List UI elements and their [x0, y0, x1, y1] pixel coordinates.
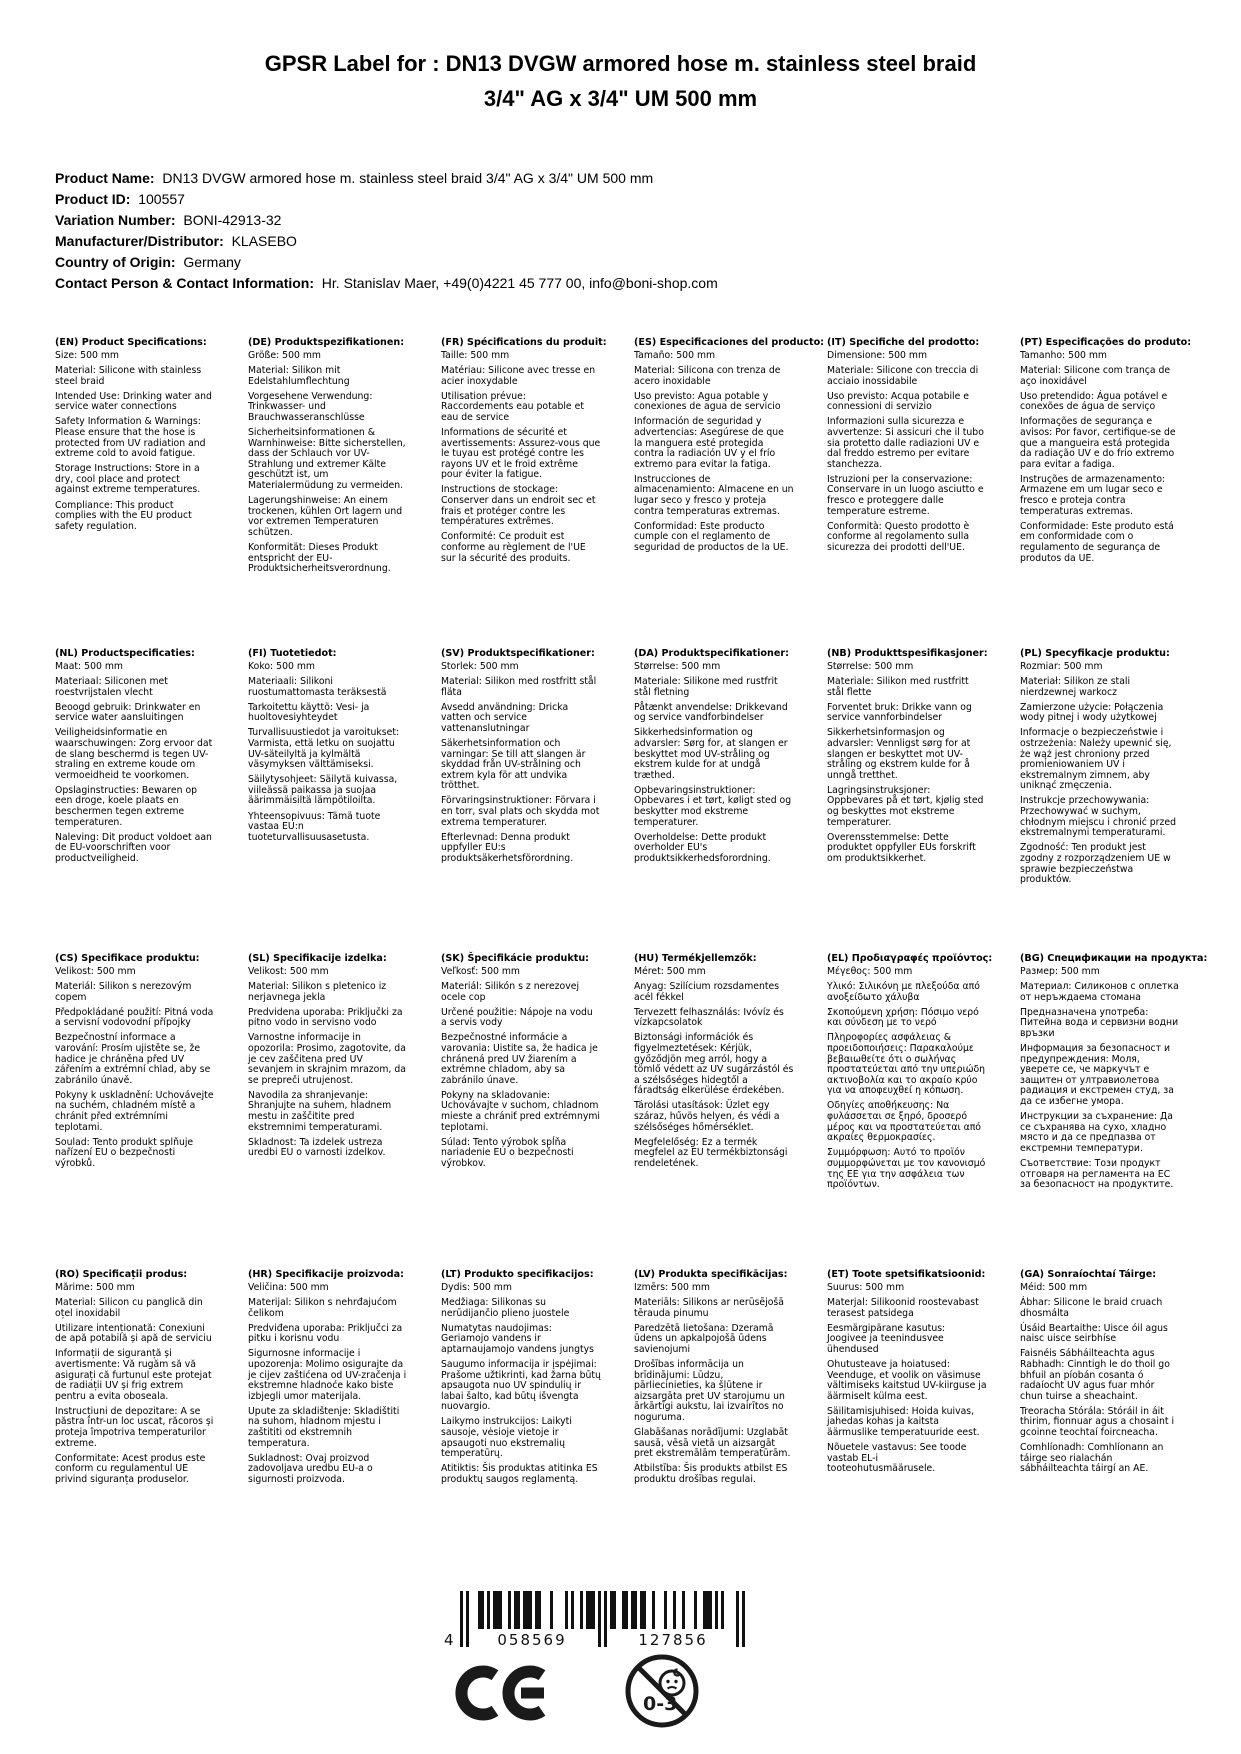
spec-cell-el [827, 953, 993, 1270]
spec-paragraph: Informacje o bezpieczeństwie i ostrzeżenia: Należy upewnić się, że wąż jest chroniony przed promieniowaniem UV i ekstremalnym zimnem, aby uniknąć zmęczenia. [1020, 727, 1172, 792]
spec-cell-pt [1020, 337, 1192, 649]
spec-title: (LV) Produkta specifikācijas: [634, 1269, 788, 1280]
spec-paragraph: Material: Silikon mit Edelstahlumflechtung [248, 365, 350, 387]
page-title-line2: 3/4" AG x 3/4" UM 500 mm [483, 86, 758, 111]
spec-paragraph: Материал: Силиконов с оплетка от неръждаема стомана [1020, 981, 1179, 1003]
spec-paragraph: Veličina: 500 mm [248, 1281, 329, 1293]
spec-paragraph: Utilizare intenționată: Conexiuni de apă potabilă și apă de serviciu [55, 1322, 212, 1345]
barcode-bar [703, 1591, 706, 1629]
spec-cell-hu [634, 954, 794, 1270]
spec-title: (HU) Termékjellemzők: [634, 953, 757, 964]
spec-paragraph: Πληροφορίες ασφάλειας & προειδοποιήσεις: Παρακαλούμε βεβαιωθείτε ότι ο σωλήνας προστατεύεται από την υπεριώδη ακτινοβολία και το ακραίο κρύο για να αποφευχθεί η κόπωση. [827, 1032, 986, 1097]
spec-paragraph: Safety Information & Warnings: Please ensure that the hose is protected from UV radiation and extreme cold to avoid fatigue. [55, 416, 206, 460]
spec-title: (HR) Specifikacije proizvoda: [248, 1269, 404, 1280]
barcode-bar [529, 1591, 532, 1629]
barcode-bar [481, 1591, 484, 1629]
spec-cell-nl [55, 649, 215, 954]
barcode-bar [496, 1591, 499, 1629]
spec-paragraph: Anyag: Szilícium rozsdamentes acél fékkel [634, 981, 780, 1003]
spec-paragraph: Drošības informācija un brīdinājumi: Lūdzu, pārliecinieties, ka šļūtene ir aizsargāta pret UV starojumu un ārkārtīgi aukstu, lai izvairītos no noguruma. [634, 1358, 785, 1423]
spec-paragraph: Opslaginstructies: Bewaren op een droge, koele plaats en beschermen tegen extreme temperaturen. [55, 784, 198, 828]
barcode-bar [604, 1591, 607, 1647]
barcode-bar [742, 1591, 745, 1647]
spec-title: (RO) Specificații produs: [55, 1269, 188, 1280]
spec-paragraph: Sikkerhedsinformation og advarsler: Sørg for, at slangen er beskyttet mod UV-stråling og ekstrem kulde for at undgå træthed. [634, 727, 788, 781]
spec-paragraph: Paredzētā lietošana: Dzeramā ūdens un apkalpojošā ūdens savienojumi [634, 1322, 774, 1355]
spec-paragraph: Informazioni sulla sicurezza e avvertenze: Si assicuri che il tubo sia protetto dalle radiazioni UV e dal freddo estremo per evitare stanchezza. [827, 416, 984, 470]
spec-paragraph: Biztonsági információk és figyelmeztetések: Kérjük, győződjön meg arról, hogy a tömlő védett az UV sugárzástól és a szélsőséges hidegtől a fáradtság elkerülése érdekében. [634, 1032, 794, 1097]
spec-cell-hr [248, 1270, 408, 1490]
spec-paragraph: Informații de siguranță și avertismente: Vă rugăm să vă asigurați că furtunul este protejat de radiații UV și frig extrem pentru a evita oboseala. [55, 1348, 212, 1402]
spec-paragraph: Overholdelse: Dette produkt overholder EU's produktsikkerhedsforordning. [634, 831, 771, 864]
spec-paragraph: Instrukcje przechowywania: Przechowywać w suchym, chłodnym miejscu i chronić przed ekstremalnymi temperaturami. [1020, 795, 1176, 839]
barcode-bar [652, 1591, 655, 1629]
spec-paragraph: Faisnéis Sábháilteachta agus Rabhadh: Cinntigh le do thoil go bhfuil an píobán cosanta ó radaíocht UV agus fuar mhór chun tuirse a sheachaint. [1020, 1348, 1170, 1402]
spec-paragraph: Materiale: Silicone con treccia di acciaio inossidabile [827, 365, 979, 387]
spec-paragraph: Materiał: Silikon ze stali nierdzewnej warkocz [1020, 676, 1131, 698]
spec-paragraph: Treoracha Stórála: Stóráil in áit thirim, fionnuar agus a chosaint i gcoinne teochtaí foircneacha. [1020, 1405, 1175, 1439]
spec-paragraph: Sukladnost: Ovaj proizvod zadovoljava uredbu EU-a o sigurnosti proizvoda. [248, 1452, 373, 1485]
spec-paragraph: Taille: 500 mm [441, 349, 510, 361]
spec-paragraph: Istruzioni per la conservazione: Conservare in un luogo asciutto e fresco e proteggere dalle temperature estreme. [827, 473, 984, 517]
page-title-line1: GPSR Label for : DN13 DVGW armored hose m. stainless steel braid [264, 51, 977, 76]
spec-paragraph: Lagringsinstruksjoner: Oppbevares på et tørt, kjølig sted og beskyttes mot ekstreme temperaturer. [827, 784, 984, 828]
spec-cell-sv [441, 649, 601, 954]
spec-cell-da [634, 649, 794, 954]
barcode-bar [589, 1591, 592, 1629]
spec-cell-de [248, 338, 408, 649]
info-value: Germany [183, 254, 241, 270]
spec-cell-pl [1020, 649, 1180, 954]
spec-title: (FI) Tuotetiedot: [248, 648, 337, 659]
spec-paragraph: Megfelelőség: Ez a termék megfelel az EU termékbiztonsági rendeletének. [634, 1136, 788, 1169]
spec-paragraph: Conformità: Questo prodotto è conforme al regolamento sulla sicurezza dei prodotti dell'UE. [827, 520, 970, 553]
spec-cell-lt [441, 1270, 601, 1490]
barcode-bar [538, 1591, 541, 1629]
info-label: Manufacturer/Distributor: [55, 233, 224, 249]
spec-paragraph: Upute za skladištenje: Skladištiti na suhom, hladnom mjestu i zaštititi od ekstremnih temperatura. [248, 1405, 400, 1449]
spec-cell-it [827, 338, 987, 649]
spec-paragraph: Súlad: Tento výrobok spĺňa nariadenie EÚ o bezpečnosti výrobkov. [441, 1136, 574, 1169]
barcode-bar [664, 1591, 667, 1629]
spec-title: (SL) Specifikacije izdelka: [248, 953, 387, 964]
spec-paragraph: Eesmärgipärane kasutus: Joogivee ja teenindusvee ühendused [827, 1322, 946, 1355]
barcode-bar [610, 1591, 613, 1629]
info-label: Product ID: [55, 191, 131, 207]
barcode-digits: 4 [444, 1631, 456, 1649]
spec-paragraph: Informações de segurança e avisos: Por favor, certifique-se de que a mangueira está protegida da radiação UV e do frio extremo para evitar a fadiga. [1020, 416, 1176, 470]
spec-paragraph: Vorgesehene Verwendung: Trinkwasser- und Brauchwasseranschlüsse [248, 390, 373, 423]
barcode-bar [622, 1591, 625, 1629]
spec-paragraph: Storlek: 500 mm [441, 660, 519, 672]
barcode-bar [592, 1591, 595, 1629]
info-line [55, 189, 1186, 210]
spec-paragraph: Instructions de stockage: Conserver dans un endroit sec et frais et protéger contre les températures extrêmes. [441, 484, 596, 528]
barcode-bar [631, 1591, 634, 1629]
barcode-bar [709, 1591, 712, 1629]
spec-title: (CS) Specifikace produktu: [55, 953, 200, 964]
barcode-bar [466, 1591, 469, 1647]
ean13-barcode-icon [442, 1590, 747, 1654]
barcode-bar [508, 1591, 511, 1629]
spec-paragraph: Mărime: 500 mm [55, 1281, 135, 1293]
spec-paragraph: Bezpečnostné informácie a varovania: Uistite sa, že hadica je chránená pred UV žiarením a extrémne chladom, aby sa zabránilo únave. [441, 1032, 598, 1086]
spec-paragraph: Påtænkt anvendelse: Drikkevand og service vandforbindelser [634, 701, 788, 724]
spec-paragraph: Предназначена употреба: Питейна вода и сервизни водни връзки [1020, 1006, 1179, 1039]
spec-paragraph: Tárolási utasítások: Üzlet egy száraz, hűvös helyen, és védi a szélsőséges hőmérséklet. [634, 1100, 780, 1133]
spec-title: (EL) Προδιαγραφές προϊόντος: [827, 953, 993, 964]
spec-paragraph: Material: Silikon med rostfritt stål fläta [441, 676, 597, 698]
spec-paragraph: Veľkosť: 500 mm [441, 965, 520, 977]
spec-paragraph: Atitiktis: Šis produktas atitinka ES produktų saugos reglamentą. [441, 1463, 598, 1485]
spec-paragraph: Sikkerhetsinformasjon og advarsler: Vennligst sørg for at slangen er beskyttet mot UV-stråling og ekstrem kulde for å unngå tretthet. [827, 727, 971, 781]
barcode-bar [682, 1591, 685, 1629]
barcode-bar [598, 1591, 601, 1647]
spec-paragraph: Úsáid Beartaithe: Uisce óil agus naisc uisce seirbhíse [1020, 1322, 1168, 1345]
spec-cell-es [634, 337, 825, 649]
spec-paragraph: Storage Instructions: Store in a dry, cool place and protect against extreme temperatures. [55, 463, 201, 496]
info-label: Country of Origin: [55, 254, 176, 270]
spec-paragraph: Material: Silicon cu panglică din oțel inoxidabil [55, 1297, 203, 1319]
spec-paragraph: Materiāls: Silikons ar nerūsējošā tērauda pinumu [634, 1297, 784, 1319]
spec-title: (FR) Spécifications du produit: [441, 337, 607, 348]
spec-cell-sk [441, 954, 601, 1270]
spec-paragraph: Tamanho: 500 mm [1020, 349, 1107, 361]
spec-paragraph: Zgodność: Ten produkt jest zgodny z rozporządzeniem UE w sprawie bezpieczeństwa produktów. [1020, 842, 1171, 886]
spec-paragraph: Naleving: Dit product voldoet aan de EU-voorschriften voor productveiligheid. [55, 831, 212, 864]
spec-cell-bg [1020, 953, 1208, 1270]
spec-paragraph: Información de seguridad y advertencias: Asegúrese de que la manguera esté protegida contra la radiación UV y el frío extremo para evitar la fatiga. [634, 416, 784, 470]
barcode-bar [673, 1591, 676, 1629]
info-value: 100557 [138, 191, 185, 207]
spec-paragraph: Overensstemmelse: Dette produktet oppfyller EUs forskrift om produktsikkerhet. [827, 831, 976, 864]
spec-title: (EN) Product Specifications: [55, 337, 207, 348]
info-line [55, 252, 1186, 273]
spec-paragraph: Dimensione: 500 mm [827, 349, 928, 361]
barcode-bar [523, 1591, 526, 1629]
spec-paragraph: Säilytysohjeet: Säilytä kuivassa, viileässä paikassa ja suojaa äärimmäisiltä lämpötiloilta. [248, 774, 398, 807]
barcode [442, 1590, 747, 1658]
barcode-bar [706, 1591, 709, 1629]
spec-paragraph: Suurus: 500 mm [827, 1281, 905, 1293]
barcode-bar [460, 1591, 463, 1647]
barcode-bar [721, 1591, 724, 1629]
spec-paragraph: Turvallisuustiedot ja varoitukset: Varmista, että letku on suojattu UV-säteilyltä ja kylmältä väsymyksen välttämiseksi. [248, 727, 400, 771]
spec-paragraph: Materiaal: Siliconen met roestvrijstalen vlecht [55, 676, 168, 698]
spec-paragraph: Rozmiar: 500 mm [1020, 660, 1103, 672]
spec-paragraph: Saugumo informacija ir įspėjimai: Prašome užtikrinti, kad žarna būtų apsaugota nuo UV spindulių ir labai šalto, kad būtų išvengta nuovargio. [441, 1358, 601, 1413]
barcode-bar [634, 1591, 637, 1629]
spec-paragraph: Velikost: 500 mm [55, 965, 136, 977]
spec-paragraph: Dydis: 500 mm [441, 1281, 512, 1293]
spec-title: (BG) Спецификации на продукта: [1020, 953, 1208, 964]
spec-paragraph: Predvidena uporaba: Priključki za pitno vodo in servisno vodo [248, 1006, 403, 1029]
barcode-digits: 058569 [497, 1631, 567, 1649]
spec-paragraph: Materiaali: Silikoni ruostumattomasta teräksestä [248, 676, 387, 698]
barcode-bar [694, 1591, 697, 1629]
spec-paragraph: Størrelse: 500 mm [634, 660, 721, 672]
spec-title: (SK) Špecifikácie produktu: [441, 953, 590, 964]
info-value: Hr. Stanislav Maer, +49(0)4221 45 777 00, info@boni-shop.com [321, 275, 718, 291]
spec-paragraph: Tarkoitettu käyttö: Vesi- ja huoltovesiyhteydet [248, 701, 370, 724]
spec-paragraph: Säkerhetsinformation och varningar: Se till att slangen är skyddad från UV-strålning och extrem kyla för att undvika trötthet. [441, 737, 586, 792]
barcode-bar [550, 1591, 553, 1629]
spec-paragraph: Ábhar: Silicone le braid cruach dhosmálta [1020, 1297, 1163, 1319]
spec-cell-ga [1020, 1270, 1180, 1490]
spec-grid [55, 337, 1208, 1490]
barcode-bar [643, 1591, 646, 1629]
spec-title: (PT) Especificações do produto: [1020, 337, 1192, 348]
spec-paragraph: Glabāšanas norādījumi: Uzglabāt sausā, vēsā vietā un aizsargāt pret ekstremālām temperatūrām. [634, 1427, 791, 1460]
info-label: Variation Number: [55, 212, 176, 228]
spec-paragraph: Numatytas naudojimas: Geriamojo vandens ir aptarnaujamojo vandens jungtys [441, 1322, 594, 1355]
spec-title: (ET) Toote spetsifikatsioonid: [827, 1269, 986, 1280]
spec-paragraph: Nõuetele vastavus: See toode vastab EL-i tooteohutusmäärusele. [827, 1442, 967, 1475]
spec-paragraph: Conformidad: Este producto cumple con el reglamento de seguridad de productos de la UE. [634, 520, 789, 553]
spec-paragraph: Instrucțiuni de depozitare: A se păstra într-un loc uscat, răcoros și proteja împotriva temperaturilor extreme. [55, 1405, 214, 1449]
info-label: Contact Person & Contact Information: [55, 275, 315, 291]
spec-paragraph: Izmērs: 500 mm [634, 1281, 710, 1293]
spec-paragraph: Instruções de armazenamento: Armazene em um lugar seco e fresco e proteja contra temperaturas extremas. [1020, 473, 1166, 517]
spec-paragraph: Съответствие: Този продукт отговаря на регламента на ЕС за безопасност на продуктите. [1020, 1157, 1174, 1191]
spec-paragraph: Инструкции за съхранение: Да се съхранява на сухо, хладно място и да се предпазва от екстремни температури. [1020, 1111, 1174, 1154]
spec-paragraph: Beoogd gebruik: Drinkwater en service water aansluitingen [55, 701, 201, 724]
spec-paragraph: Material: Silikon s pletenico iz nerjavnega jekla [248, 981, 387, 1003]
spec-title: (DA) Produktspecifikationer: [634, 648, 789, 659]
age-warning-label: 0-3 [643, 1693, 678, 1715]
barcode-bar [715, 1591, 718, 1629]
spec-paragraph: Μέγεθος: 500 mm [827, 965, 913, 977]
barcode-bar [478, 1591, 481, 1629]
spec-paragraph: Uso previsto: Acqua potabile e connessioni di servizio [827, 390, 970, 413]
product-info [55, 168, 1186, 294]
spec-title: (NL) Productspecificaties: [55, 648, 195, 659]
spec-paragraph: Instrucciones de almacenamiento: Almacene en un lugar seco y fresco y proteja contra temperaturas extremas. [634, 473, 794, 517]
spec-cell-fi [248, 649, 408, 954]
spec-paragraph: Информация за безопасност и предупреждения: Моля, уверете се, че маркучът е защитен от ултравиолетова радиация и екстремен студ, за да се избегне умора. [1020, 1042, 1174, 1107]
spec-paragraph: Koko: 500 mm [248, 660, 315, 672]
spec-paragraph: Atbilstība: Šis produkts atbilst ES produktu drošības regulai. [634, 1463, 788, 1485]
spec-paragraph: Medžiaga: Silikonas su nerūdijančio plieno juostele [441, 1297, 570, 1319]
spec-paragraph: Konformität: Dieses Produkt entspricht der EU-Produktsicherheitsverordnung. [248, 541, 391, 575]
spec-paragraph: Ohutusteave ja hoiatused: Veenduge, et voolik on väsimuse vältimiseks kaitstud UV-kiirguse ja äärmiselt külma eest. [827, 1358, 987, 1402]
spec-title: (IT) Specifiche del prodotto: [827, 337, 980, 348]
spec-paragraph: Conformité: Ce produit est conforme au règlement de l'UE sur la sécurité des produits. [441, 531, 586, 564]
barcode-bar [487, 1591, 490, 1629]
spec-paragraph: Navodila za shranjevanje: Shranjujte na suhem, hladnem mestu in zaščitite pred ekstremnimi temperaturami. [248, 1089, 392, 1133]
barcode-bar [625, 1591, 628, 1629]
spec-paragraph: Maat: 500 mm [55, 660, 123, 672]
spec-paragraph: Compliance: This product complies with the EU product safety regulation. [55, 499, 192, 532]
spec-paragraph: Comhlíonadh: Comhlíonann an táirge seo rialachán sábháilteachta táirgí an AE. [1020, 1442, 1164, 1475]
spec-paragraph: Tervezett felhasználás: Ivóvíz és vízkapcsolatok [634, 1006, 784, 1029]
info-value: BONI-42913-32 [183, 212, 282, 228]
spec-title: (SV) Produktspecifikationer: [441, 648, 595, 659]
ce-mark-icon [455, 1662, 549, 1728]
spec-title: (PL) Specyfikacje produktu: [1020, 648, 1170, 659]
info-value: DN13 DVGW armored hose m. stainless steel braid 3/4" AG x 3/4" UM 500 mm [162, 170, 654, 186]
spec-cell-fr [441, 337, 607, 649]
spec-paragraph: Opbevaringsinstruktioner: Opbevares i et tørt, køligt sted og beskytter mod ekstreme temperaturer. [634, 784, 792, 828]
info-value: KLASEBO [231, 233, 297, 249]
info-line [55, 168, 1186, 189]
spec-paragraph: Utilisation prévue: Raccordements eau potable et eau de service [441, 390, 584, 423]
spec-paragraph: Méret: 500 mm [634, 965, 706, 977]
page-title [0, 46, 1241, 116]
barcode-bar [580, 1591, 583, 1629]
spec-paragraph: Sigurnosne informacije i upozorenja: Molimo osigurajte da je cijev zaštićena od UV-zračenja i ekstremne hladnoće kako biste izbjegli umor materijala. [248, 1348, 407, 1402]
barcode-digits: 127856 [638, 1631, 708, 1649]
spec-paragraph: Efterlevnad: Denna produkt uppfyller EU:s produktsäkerhetsförordning. [441, 831, 574, 864]
barcode-bar [499, 1591, 502, 1629]
spec-paragraph: Größe: 500 mm [248, 349, 321, 361]
spec-paragraph: Materiál: Silikón s z nerezovej ocele cop [441, 981, 580, 1003]
spec-paragraph: Materiale: Silikon med rustfritt stål flette [827, 676, 969, 698]
spec-title: (GA) Sonraíochtaí Táirge: [1020, 1269, 1157, 1280]
spec-paragraph: Méid: 500 mm [1020, 1281, 1088, 1293]
spec-paragraph: Lagerungshinweise: An einem trockenen, kühlen Ort lagern und vor extremen Temperaturen schützen. [248, 495, 403, 538]
spec-paragraph: Conformitate: Acest produs este conform cu regulamentul UE privind siguranța produselor. [55, 1452, 206, 1485]
barcode-bar [514, 1591, 517, 1629]
spec-paragraph: Pokyny k uskladnění: Uchovávejte na suchém, chladném místě a chránit před extrémními teplotami. [55, 1089, 214, 1133]
spec-paragraph: Οδηγίες αποθήκευσης: Να φυλάσσεται σε ξηρό, δροσερό μέρος και να προστατεύεται από ακραίες θερμοκρασίες. [827, 1100, 981, 1144]
spec-paragraph: Varnostne informacije in opozorila: Prosimo, zagotovite, da je cev zaščitena pred UV sevanjem in skrajnim mrazom, da se prepreči utrujenost. [248, 1032, 406, 1086]
info-line [55, 273, 1186, 294]
spec-paragraph: Pokyny na skladovanie: Uchovávajte v suchom, chladnom mieste a chrániť pred extrémnymi teplotami. [441, 1089, 601, 1133]
spec-title: (DE) Produktspezifikationen: [248, 337, 405, 348]
spec-paragraph: Συμμόρφωση: Αυτό το προϊόν συμμορφώνεται με τον κανονισμό της ΕΕ για την ασφάλεια των προϊόντων. [827, 1147, 986, 1191]
spec-paragraph: Predviđena uporaba: Priključci za pitku i korisnu vodu [248, 1322, 403, 1345]
spec-paragraph: Materiale: Silikone med rustfrit stål fletning [634, 676, 778, 698]
barcode-bar [535, 1591, 538, 1629]
spec-paragraph: Bezpečnostní informace a varování: Prosím ujistěte se, že hadice je chráněna před UV zářením a extrémní chlad, aby se zabránilo únavě. [55, 1032, 211, 1086]
spec-cell-et [827, 1270, 987, 1490]
spec-title: (ES) Especificaciones del producto: [634, 337, 825, 348]
spec-paragraph: Säilitamisjuhised: Hoida kuivas, jahedas kohas ja kaitsta äärmuslike temperatuuride eest. [827, 1405, 980, 1439]
barcode-bar [571, 1591, 574, 1629]
spec-cell-nb [827, 649, 987, 954]
spec-paragraph: Размер: 500 mm [1020, 965, 1100, 977]
age-warning-icon [624, 1653, 700, 1733]
spec-cell-ro [55, 1270, 215, 1490]
spec-paragraph: Forventet bruk: Drikke vann og service vannforbindelser [827, 701, 972, 724]
spec-paragraph: Informations de sécurité et avertissements: Assurez-vous que le tuyau est protégé contre les rayons UV et le froid extrême pour éviter la fatigue. [441, 426, 601, 481]
barcode-bar [613, 1591, 616, 1629]
spec-paragraph: Veiligheidsinformatie en waarschuwingen: Zorg ervoor dat de slang beschermd is tegen UV-straling en extreme koude om vermoeidheid te voorkomen. [55, 727, 213, 781]
spec-cell-lv [634, 1270, 794, 1490]
spec-paragraph: Laikymo instrukcijos: Laikyti sausoje, vėsioje vietoje ir apsaugoti nuo ekstremalių temperatūrų. [441, 1416, 572, 1460]
spec-paragraph: Material: Silicone com trança de aço inoxidável [1020, 365, 1171, 387]
spec-paragraph: Size: 500 mm [55, 349, 119, 361]
barcode-bar [517, 1591, 520, 1629]
barcode-bar [640, 1591, 643, 1629]
spec-paragraph: Matériau: Silicone avec tresse en acier inoxydable [441, 365, 596, 387]
spec-cell-en [55, 338, 215, 649]
spec-paragraph: Sicherheitsinformationen & Warnhinweise: Bitte sicherstellen, dass der Schlauch vor UV-Strahlung und extremer Kälte geschützt ist, um Materialermüdung zu vermeiden. [248, 426, 406, 491]
spec-paragraph: Uso previsto: Agua potable y conexiones de agua de servicio [634, 390, 781, 413]
spec-title: (NB) Produkttspesifikasjoner: [827, 648, 988, 659]
spec-paragraph: Yhteensopivuus: Tämä tuote vastaa EU:n tuoteturvallisuusasetusta. [248, 810, 381, 843]
barcode-bar [526, 1591, 529, 1629]
spec-paragraph: Υλικό: Σιλικόνη με πλεξούδα από ανοξείδωτο χάλυβα [827, 981, 980, 1003]
spec-paragraph: Uso pretendido: Água potável e conexões de água de serviço [1020, 390, 1168, 413]
spec-paragraph: Tamaño: 500 mm [634, 349, 716, 361]
spec-cell-sl [248, 954, 408, 1270]
barcode-bar [586, 1591, 589, 1629]
spec-paragraph: Avsedd användning: Dricka vatten och service vattenanslutningar [441, 701, 569, 734]
info-line [55, 210, 1186, 231]
spec-paragraph: Förvaringsinstruktioner: Förvara i en torr, sval plats och skydda mot extrema temperaturer. [441, 795, 600, 828]
barcode-bar [493, 1591, 496, 1629]
spec-paragraph: Velikost: 500 mm [248, 965, 329, 977]
spec-paragraph: Materjal: Silikoonid roostevabast terasest patsidega [827, 1297, 979, 1319]
spec-cell-cs [55, 954, 215, 1270]
barcode-bar [565, 1591, 568, 1629]
spec-title: (LT) Produkto specifikacijos: [441, 1269, 594, 1280]
spec-paragraph: Σκοπούμενη χρήση: Πόσιμο νερό και σύνδεση με το νερό [827, 1006, 979, 1029]
spec-paragraph: Soulad: Tento produkt splňuje nařízení EU o bezpečnosti výrobků. [55, 1136, 194, 1169]
spec-paragraph: Skladnost: Ta izdelek ustreza uredbi EU o varnosti izdelkov. [248, 1136, 386, 1159]
spec-paragraph: Material: Silicona con trenza de acero inoxidable [634, 365, 781, 387]
spec-paragraph: Conformidade: Este produto está em conformidade com o regulamento de segurança de produtos da UE. [1020, 520, 1174, 564]
spec-paragraph: Størrelse: 500 mm [827, 660, 914, 672]
spec-paragraph: Materijal: Silikon s nehrđajućom čelikom [248, 1297, 397, 1319]
spec-paragraph: Materiál: Silikon s nerezovým copem [55, 981, 192, 1003]
info-line [55, 231, 1186, 252]
spec-paragraph: Určené použitie: Nápoje na vodu a servis vody [441, 1006, 593, 1029]
info-label: Product Name: [55, 170, 155, 186]
spec-paragraph: Předpokládané použití: Pitná voda a servisní vodovodní přípojky [55, 1006, 214, 1029]
barcode-bar [736, 1591, 739, 1647]
spec-paragraph: Intended Use: Drinking water and service water connections [55, 390, 212, 413]
spec-paragraph: Material: Silicone with stainless steel braid [55, 365, 202, 387]
spec-paragraph: Zamierzone użycie: Połączenia wody pitnej i wody użytkowej [1020, 701, 1164, 724]
